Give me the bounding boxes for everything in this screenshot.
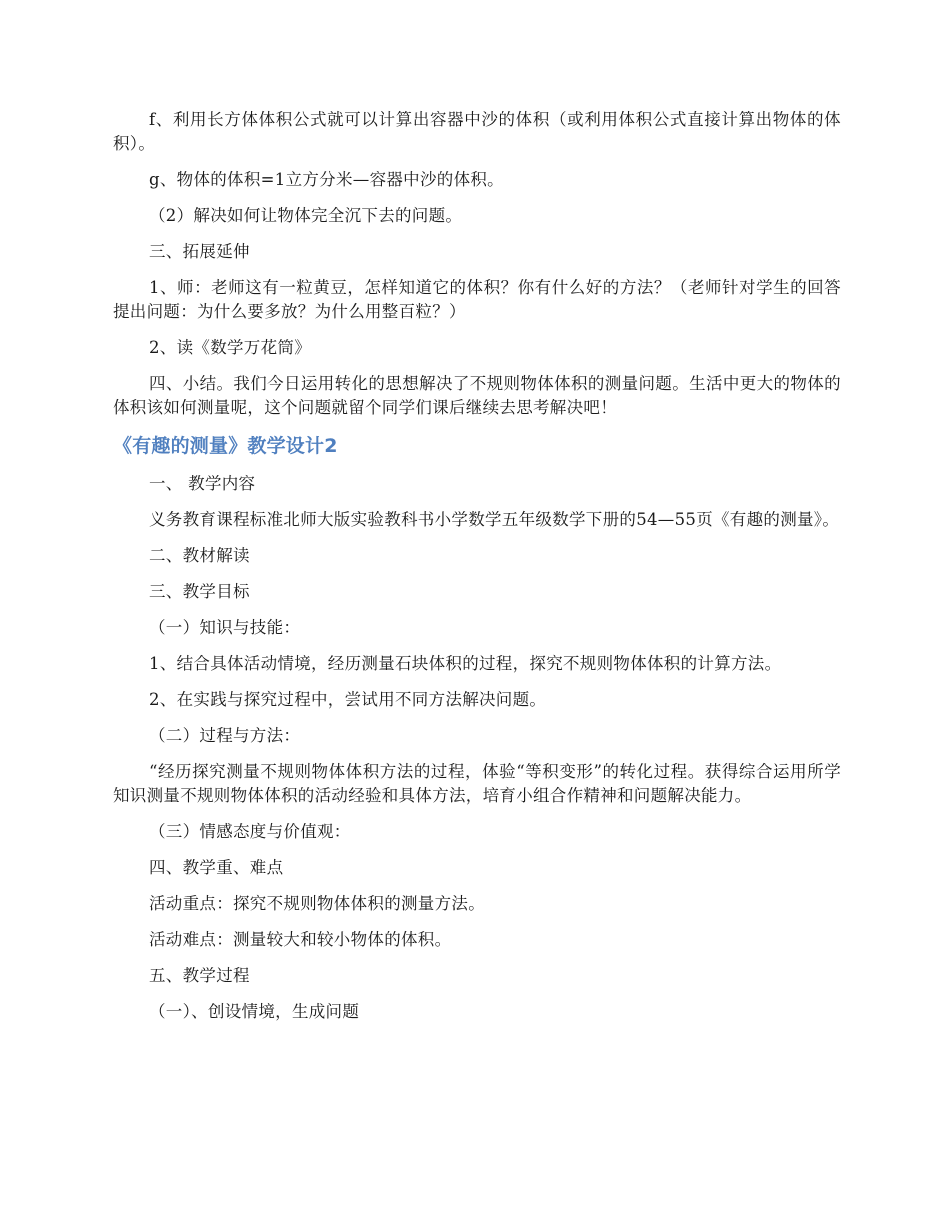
paragraph: 2、读《数学万花筒》 (149, 338, 311, 357)
section-heading: 三、教学目标 (149, 582, 250, 601)
paragraph: 四、小结。我们今日运用转化的思想解决了不规则物体体积的测量问题。生活中更大的物体的体积该如何测量呢，这个问题就留个同学们课后继续去思考解决吧！ (113, 374, 841, 417)
subsection-heading: （三）情感态度与价值观： (149, 822, 351, 841)
paragraph: 1、结合具体活动情境，经历测量石块体积的过程，探究不规则物体体积的计算方法。 (149, 654, 782, 673)
paragraph: 2、在实践与探究过程中，尝试用不同方法解决问题。 (149, 690, 547, 709)
subsection-heading: （一）知识与技能： (149, 618, 301, 637)
paragraph: g、物体的体积=1立方分米—容器中沙的体积。 (149, 170, 504, 189)
section-heading: 一、 教学内容 (149, 474, 256, 493)
section-heading: 二、教材解读 (149, 546, 250, 565)
paragraph: （2）解决如何让物体完全沉下去的问题。 (149, 206, 463, 225)
document-heading: 《有趣的测量》教学设计2 (113, 435, 338, 457)
paragraph: “经历探究测量不规则物体体积方法的过程，体验“等积变形”的转化过程。获得综合运用所学知识测量不规则物体体积的活动经验和具体方法，培育小组合作精神和问题解决能力。 (113, 762, 841, 805)
paragraph: 活动难点：测量较大和较小物体的体积。 (149, 930, 452, 949)
paragraph: f、利用长方体体积公式就可以计算出容器中沙的体积（或利用体积公式直接计算出物体的体积）。 (113, 110, 841, 153)
section-heading: 四、教学重、难点 (149, 858, 284, 877)
document-page (113, 108, 841, 1036)
section-heading: 五、教学过程 (149, 966, 250, 985)
subsection-heading: （二）过程与方法： (149, 726, 301, 745)
subsection-heading: （一）、创设情境，生成问题 (149, 1002, 360, 1021)
section-heading: 三、拓展延伸 (149, 242, 250, 261)
paragraph: 活动重点：探究不规则物体体积的测量方法。 (149, 894, 485, 913)
paragraph: 义务教育课程标准北师大版实验教科书小学数学五年级数学下册的54—55页《有趣的测量》。 (149, 510, 840, 529)
paragraph: 1、师：老师这有一粒黄豆，怎样知道它的体积？你有什么好的方法？（老师针对学生的回答提出问题：为什么要多放？为什么用整百粒？） (113, 278, 841, 321)
